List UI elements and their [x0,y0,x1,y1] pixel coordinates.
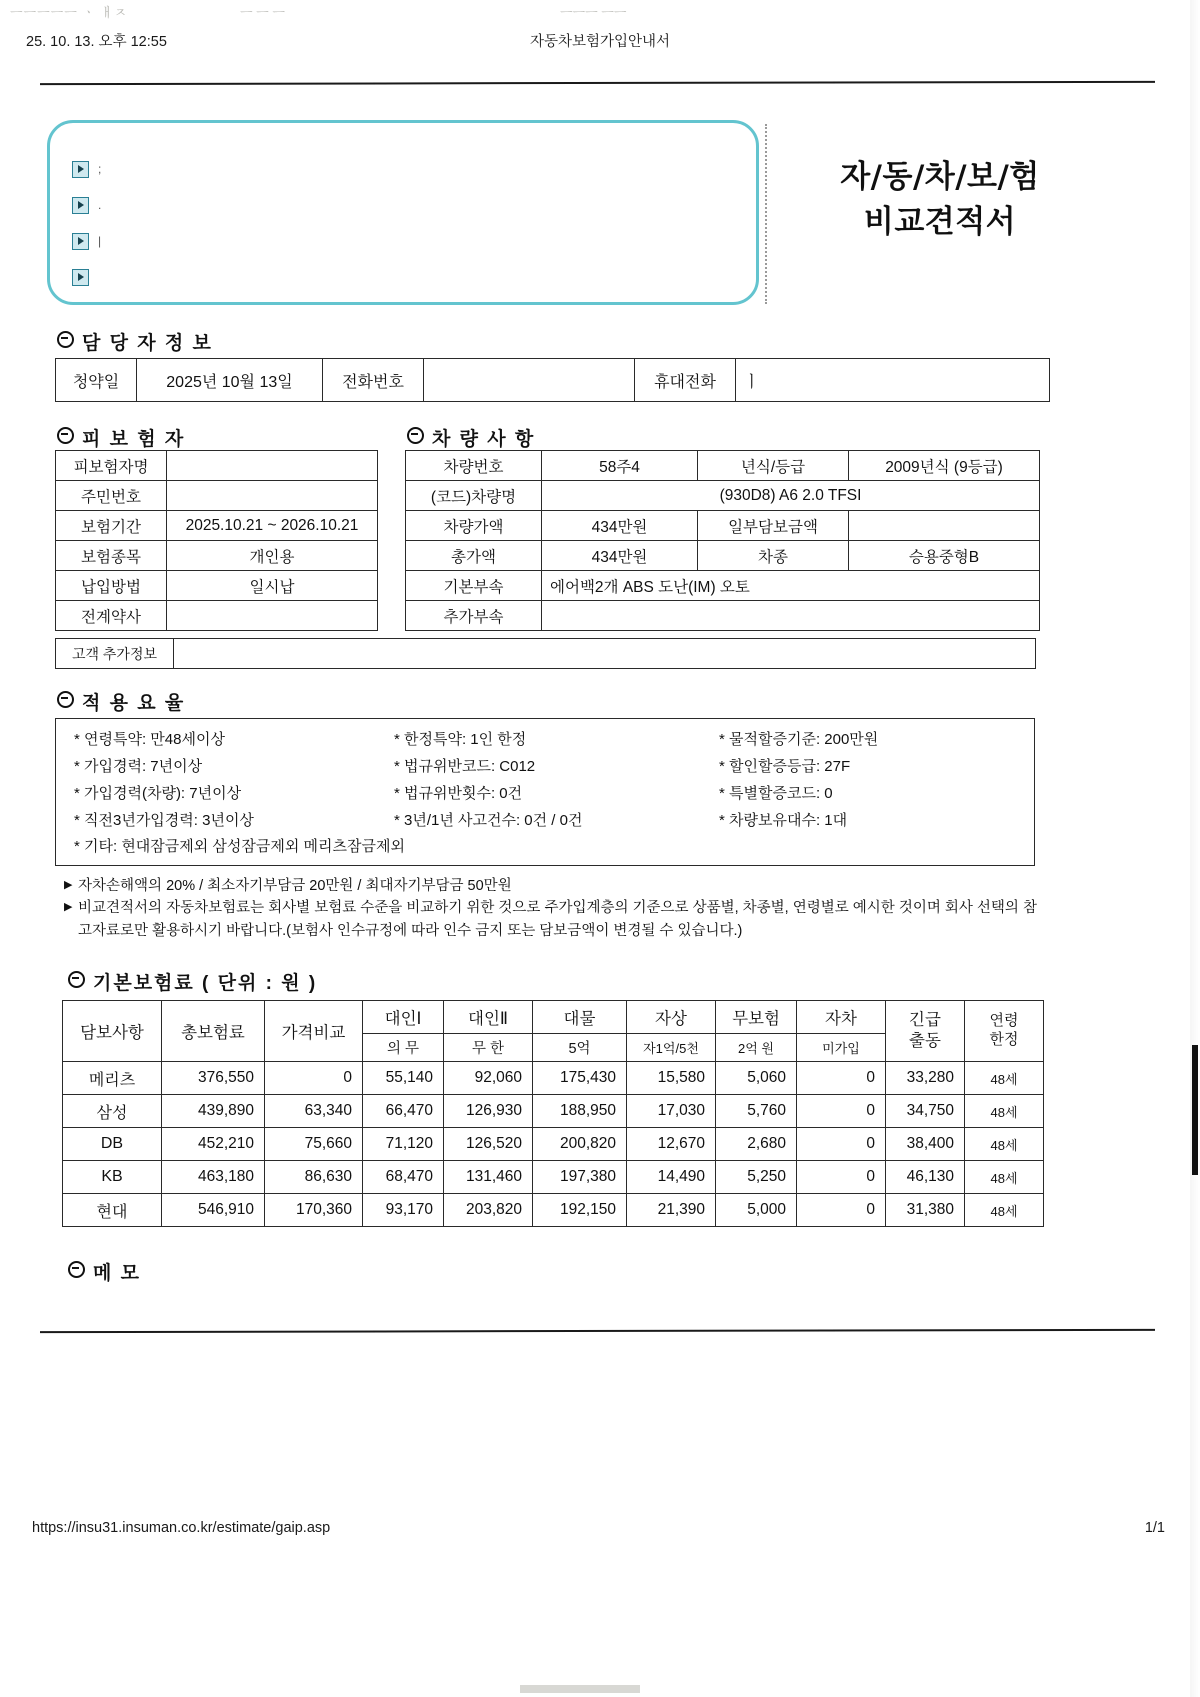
manager-label-mobile: 휴대전화 [635,359,736,402]
vehicle-label-carname: (코드)차량명 [406,481,542,511]
table-row [406,511,1040,541]
cell-total: 452,210 [162,1128,265,1161]
table-row [56,451,378,481]
rate-item-violation-count: * 법규위반횟수: 0건 [394,785,523,802]
list-item [72,187,101,223]
table-row [63,1095,1044,1128]
minus-circle-icon [57,427,74,444]
triangle-right-icon: ▶ [64,901,73,914]
manager-info-table [55,358,1050,402]
rate-item-3y-career: * 직전3년가입경력: 3년이상 [74,812,254,829]
cell-self: 12,670 [627,1128,716,1161]
list-item [72,223,101,259]
insured-label-3: 보험종목 [56,541,167,571]
col-header-emergency-l1: 긴급 [909,1011,941,1030]
hero-bullet-text: . [98,198,102,212]
cell-emergency: 38,400 [886,1128,965,1161]
footer-url[interactable]: https://insu31.insuman.co.kr/estimate/gaip.asp [32,1520,331,1536]
vehicle-value-basicopt: 에어백2개 ABS 도난(IM) 오토 [542,571,1040,601]
premium-table [62,1000,1044,1227]
insured-value-2: 2025.10.21 ~ 2026.10.21 [167,511,378,541]
section-heading-vehicle-label: 차 량 사 항 [432,429,536,450]
cell-company: 메리츠 [63,1062,162,1095]
cell-compare: 170,360 [265,1194,363,1227]
col-header-total: 총보험료 [162,1001,265,1062]
customer-extra-value [174,639,1036,669]
cell-total: 376,550 [162,1062,265,1095]
cell-company: 현대 [63,1194,162,1227]
cell-emergency: 34,750 [886,1095,965,1128]
table-row [406,601,1040,631]
section-heading-rates [57,688,185,715]
rate-item-accidents: * 3년/1년 사고건수: 0건 / 0건 [394,812,583,829]
print-document-title: 자동차보험가입안내서 [529,34,671,50]
minus-circle-icon [68,1261,85,1278]
col-header-agelimit [965,1001,1044,1062]
scan-artifacts [0,0,1200,26]
manager-label-applydate: 청약일 [56,359,137,402]
cell-company: DB [63,1128,162,1161]
cell-own: 0 [797,1062,886,1095]
cell-bodily2: 203,820 [444,1194,533,1227]
customer-extra-label: 고객 추가정보 [56,639,174,669]
scan-artifact-3: ㅡㅡㅡ ㅡㅡ [560,5,627,20]
table-row [56,541,378,571]
hero-bullet-list [72,151,101,295]
cell-self: 15,580 [627,1062,716,1095]
section-heading-memo-label: 메 모 [93,1263,141,1284]
note-item [64,897,1049,942]
table-row [406,451,1040,481]
cell-emergency: 46,130 [886,1161,965,1194]
col-header-property: 대물 [533,1001,627,1034]
cell-bodily1: 66,470 [363,1095,444,1128]
vehicle-value-yeargrade: 2009년식 (9등급) [849,451,1040,481]
cell-uninsured: 5,250 [716,1161,797,1194]
cell-compare: 75,660 [265,1128,363,1161]
cell-own: 0 [797,1161,886,1194]
play-icon [72,197,89,214]
insured-value-3: 개인용 [167,541,378,571]
vehicle-label-yeargrade: 년식/등급 [698,451,849,481]
col-subheader-bodily2: 무 한 [444,1034,533,1062]
rate-item-age: * 연령특약: 만48세이상 [74,731,225,748]
cell-bodily1: 71,120 [363,1128,444,1161]
col-subheader-own: 미가입 [797,1034,886,1062]
cell-property: 192,150 [533,1194,627,1227]
insured-value-5 [167,601,378,631]
cell-compare: 86,630 [265,1161,363,1194]
cell-bodily1: 55,140 [363,1062,444,1095]
vehicle-label-carno: 차량번호 [406,451,542,481]
minus-circle-icon [57,331,74,348]
minus-circle-icon [68,971,85,988]
cell-self: 17,030 [627,1095,716,1128]
insured-table [55,450,378,631]
insured-label-5: 전계약사 [56,601,167,631]
manager-label-phone: 전화번호 [323,359,424,402]
manager-value-mobile: ㅣ [736,359,1050,402]
section-heading-insured-label: 피 보 험 자 [82,429,186,450]
minus-circle-icon [407,427,424,444]
vehicle-value-extraopt [542,601,1040,631]
vehicle-value-partial [849,511,1040,541]
hero-bullet-text: ; [98,162,102,176]
cell-bodily2: 131,460 [444,1161,533,1194]
rate-item-violation-code: * 법규위반코드: C012 [394,758,536,775]
cell-bodily1: 68,470 [363,1161,444,1194]
col-subheader-self: 자1억/5천 [627,1034,716,1062]
hero-bullet-text: | [98,234,102,248]
cell-emergency: 31,380 [886,1194,965,1227]
cell-company: KB [63,1161,162,1194]
col-header-compare: 가격비교 [265,1001,363,1062]
rate-item-discount-grade: * 할인할증등급: 27F [719,758,851,775]
col-subheader-property: 5억 [533,1034,627,1062]
rate-item-owned-vehicles: * 차량보유대수: 1대 [719,812,848,829]
cell-company: 삼성 [63,1095,162,1128]
cell-self: 21,390 [627,1194,716,1227]
table-row [406,481,1040,511]
col-subheader-bodily1: 의 무 [363,1034,444,1062]
cell-bodily2: 126,930 [444,1095,533,1128]
notes-block [64,875,1049,942]
cell-own: 0 [797,1194,886,1227]
section-heading-memo [68,1258,141,1285]
note-text-deductible: 자차손해액의 20% / 최소자기부담금 20만원 / 최대자기부담금 50만원 [78,878,512,894]
note-text-disclaimer: 비교견적서의 자동차보험료는 회사별 보험료 수준을 비교하기 위한 것으로 주가입계층의 기준으로 상품별, 차종별, 연령별로 예시한 것이며 회사 선택의 참고자료로만 활용하시기 바랍니다.(보험사 인수규정에 따라 인수 금지 또는 담보금액이 변경될 수 있습니다.) [78,900,1037,939]
table-row [406,541,1040,571]
cell-compare: 63,340 [265,1095,363,1128]
hero-box [47,120,759,305]
cell-self: 14,490 [627,1161,716,1194]
cell-total: 439,890 [162,1095,265,1128]
rate-item-career-vehicle: * 가입경력(차량): 7년이상 [74,785,242,802]
table-row [56,571,378,601]
vehicle-table [405,450,1040,631]
table-row [63,1194,1044,1227]
table-row [406,571,1040,601]
rates-grid [56,719,1034,832]
vehicle-label-carprice: 차량가액 [406,511,542,541]
manager-value-phone [424,359,635,402]
insured-label-0: 피보험자명 [56,451,167,481]
hero-dotted-divider [765,124,767,304]
insured-value-4: 일시납 [167,571,378,601]
insured-label-2: 보험기간 [56,511,167,541]
cell-uninsured: 5,000 [716,1194,797,1227]
col-header-agelimit-l1: 연령 [989,1012,1019,1030]
vehicle-value-carprice: 434만원 [542,511,698,541]
cell-bodily2: 126,520 [444,1128,533,1161]
table-row [63,1128,1044,1161]
insured-value-1 [167,481,378,511]
col-subheader-uninsured: 2억 원 [716,1034,797,1062]
cell-property: 188,950 [533,1095,627,1128]
vehicle-value-carno: 58주4 [542,451,698,481]
cell-own: 0 [797,1128,886,1161]
cell-own: 0 [797,1095,886,1128]
cell-agelimit: 48세 [965,1128,1044,1161]
scan-artifact-1: ㅡㅡㅡㅡㅡ ㆍ ㅐㅈ [10,5,128,20]
insured-label-1: 주민번호 [56,481,167,511]
vehicle-value-cartype: 승용중형B [849,541,1040,571]
list-item [72,259,101,295]
rates-box [55,718,1035,866]
table-row [56,511,378,541]
table-row [56,359,1050,402]
play-icon [72,161,89,178]
vehicle-label-totalprice: 총가액 [406,541,542,571]
insured-value-0 [167,451,378,481]
col-header-emergency-l2: 출동 [909,1032,941,1050]
vehicle-value-carname: (930D8) A6 2.0 TFSI [542,481,1040,511]
list-item [72,151,101,187]
table-row [56,481,378,511]
insured-label-4: 납입방법 [56,571,167,601]
col-header-damage: 담보사항 [63,1001,162,1062]
table-header-row [63,1001,1044,1034]
play-icon [72,269,89,286]
play-icon [72,233,89,250]
col-header-uninsured: 무보험 [716,1001,797,1034]
customer-extra-table [55,638,1036,669]
rate-item-etc: * 기타: 현대잠금제외 삼성잠금제외 메리츠잠금제외 [74,838,405,855]
col-header-bodily2: 대인Ⅱ [444,1001,533,1034]
cell-uninsured: 5,760 [716,1095,797,1128]
cell-emergency: 33,280 [886,1062,965,1095]
rate-item-property-surcharge: * 물적할증기준: 200만원 [719,731,879,748]
col-header-emergency [886,1001,965,1062]
cell-compare: 0 [265,1062,363,1095]
rate-item-limit: * 한정특약: 1인 한정 [394,731,527,748]
cell-total: 546,910 [162,1194,265,1227]
cell-bodily1: 93,170 [363,1194,444,1227]
col-header-bodily1: 대인Ⅰ [363,1001,444,1034]
triangle-right-icon: ▶ [64,879,73,891]
print-header [0,30,1200,54]
col-header-agelimit-l2: 한정 [989,1031,1019,1048]
section-heading-premium-label: 기본보험료 ( 단위 : 원 ) [93,973,318,994]
vehicle-label-partial: 일부담보금액 [698,511,849,541]
cell-total: 463,180 [162,1161,265,1194]
section-heading-manager-label: 담 당 자 정 보 [82,333,213,354]
cell-property: 175,430 [533,1062,627,1095]
cell-agelimit: 48세 [965,1194,1044,1227]
table-row [56,639,1036,669]
rate-item-career: * 가입경력: 7년이상 [74,758,203,775]
scan-bottom-smudge [520,1685,640,1693]
cell-agelimit: 48세 [965,1095,1044,1128]
vehicle-label-extraopt: 추가부속 [406,601,542,631]
vehicle-label-basicopt: 기본부속 [406,571,542,601]
cell-agelimit: 48세 [965,1161,1044,1194]
section-heading-rates-label: 적 용 요 율 [82,693,186,714]
cell-property: 197,380 [533,1161,627,1194]
col-header-own: 자차 [797,1001,886,1034]
footer-page-number: 1/1 [1144,1520,1165,1536]
page-title [790,155,1090,245]
cell-uninsured: 2,680 [716,1128,797,1161]
page-title-line2: 비교견적서 [863,203,1017,240]
cell-bodily2: 92,060 [444,1062,533,1095]
minus-circle-icon [57,691,74,708]
cell-agelimit: 48세 [965,1062,1044,1095]
section-heading-vehicle [407,424,535,451]
vehicle-value-totalprice: 434만원 [542,541,698,571]
section-heading-insured [57,424,185,451]
page-title-line1: 자/동/차/보/험 [840,159,1040,195]
scan-artifact-2: ㅡ ㅡ ㅡ [240,5,285,20]
section-heading-manager [57,328,213,355]
header-divider [40,81,1155,85]
table-row [56,601,378,631]
footer-divider [40,1329,1155,1333]
col-header-self: 자상 [627,1001,716,1034]
table-row [63,1161,1044,1194]
scan-edge-shadow [1190,0,1200,1697]
section-heading-premium [68,968,317,995]
print-date: 25. 10. 13. 오후 12:55 [26,34,167,50]
rate-item-special-code: * 특별할증코드: 0 [719,785,833,802]
table-row [63,1062,1044,1095]
vehicle-label-cartype: 차종 [698,541,849,571]
cell-uninsured: 5,060 [716,1062,797,1095]
cell-property: 200,820 [533,1128,627,1161]
note-item [64,875,1049,897]
manager-value-applydate: 2025년 10월 13일 [137,359,323,402]
